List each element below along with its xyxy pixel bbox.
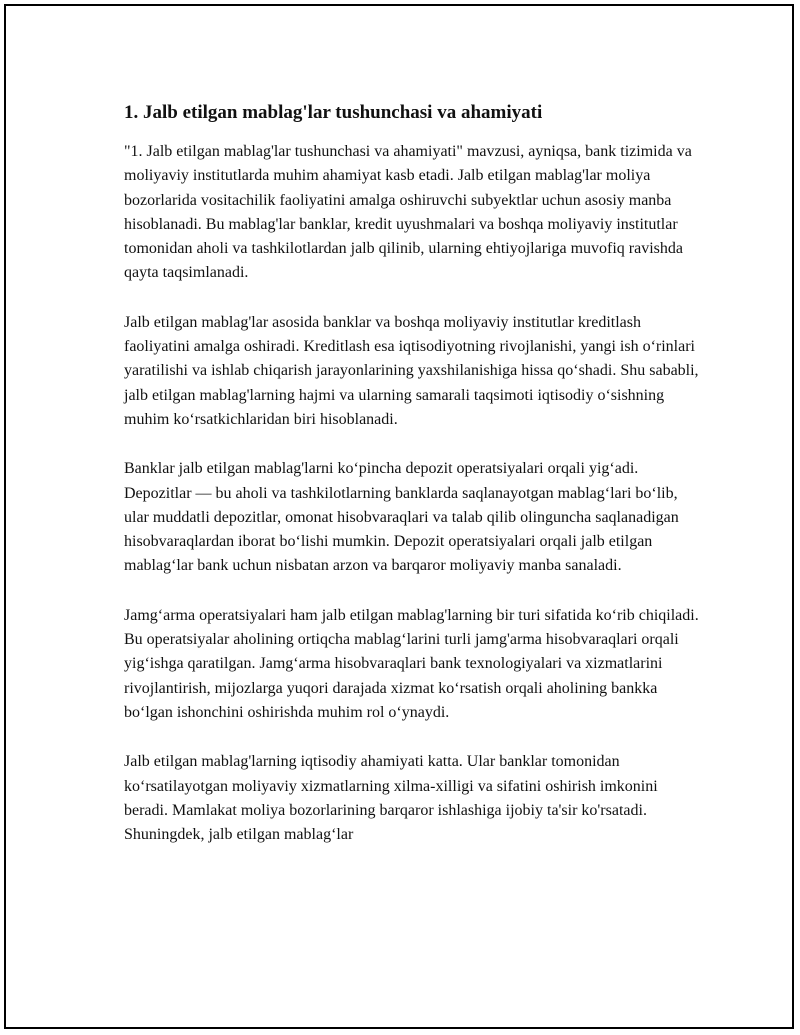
paragraph-3: Banklar jalb etilgan mablag'larni ko‘pincha depozit operatsiyalari orqali yig‘adi. Depozitlar — bu aholi va tashkilotlarning banklarda saqlanayotgan mablag‘lari bo‘lib, ular muddatli depozitlar, omonat hisobvaraqlari va talab qilib olinguncha saqlanadigan hisobvaraqlardan iborat bo‘lishi mumkin. Depozit operatsiyalari orqali jalb etilgan mablag‘lar bank uchun nisbatan arzon va barqaror moliyaviy manba sanaladi. bbox=[124, 460, 679, 575]
paragraph-1: "1. Jalb etilgan mablag'lar tushunchasi va ahamiyati" mavzusi, ayniqsa, bank tizimida va moliyaviy institutlarda muhim ahamiyat kasb etadi. Jalb etilgan mablag'lar moliya bozorlarida vositachilik faoliyatini amalga oshiruvchi subyektlar uchun asosiy manba hisoblanadi. Bu mablag'lar banklar, kredit uyushmalari va boshqa moliyaviy institutlar tomonidan aholi va tashkilotlardan jalb qilinib, ularning ehtiyojlariga muvofiq ravishda qayta taqsimlanadi. bbox=[124, 143, 692, 282]
document-body bbox=[124, 100, 699, 872]
page-frame bbox=[4, 4, 794, 1029]
paragraph-2: Jalb etilgan mablag'lar asosida banklar va boshqa moliyaviy institutlar kreditlash faoliyatini amalga oshiradi. Kreditlash esa iqtisodiyotning rivojlanishi, yangi ish o‘rinlari yaratilishi va ishlab chiqarish jarayonlarining yaxshilanishiga hissa qo‘shadi. Shu sababli, jalb etilgan mablag'larning hajmi va ularning samarali taqsimoti iqtisodiy o‘sishning muhim ko‘rsatkichlaridan biri hisoblanadi. bbox=[124, 313, 699, 428]
section-heading: 1. Jalb etilgan mablag'lar tushunchasi va ahamiyati bbox=[124, 102, 543, 123]
paragraph-4: Jamg‘arma operatsiyalari ham jalb etilgan mablag'larning bir turi sifatida ko‘rib chiqiladi. Bu operatsiyalar aholining ortiqcha mablag‘larini turli jamg'arma hisobvaraqlari orqali yig‘ishga qaratilgan. Jamg‘arma hisobvaraqlari bank texnologiyalari va xizmatlarini rivojlantirish, mijozlarga yuqori darajada xizmat ko‘rsatish orqali aholining bankka bo‘lgan ishonchini oshirishda muhim rol o‘ynaydi. bbox=[124, 606, 699, 721]
paragraph-5: Jalb etilgan mablag'larning iqtisodiy ahamiyati katta. Ular banklar tomonidan ko‘rsatilayotgan moliyaviy xizmatlarning xilma-xilligi va sifatini oshirish imkonini beradi. Mamlakat moliya bozorlarining barqaror ishlashiga ijobiy ta'sir ko'rsatadi. Shuningdek, jalb etilgan mablag‘lar bbox=[124, 753, 658, 844]
